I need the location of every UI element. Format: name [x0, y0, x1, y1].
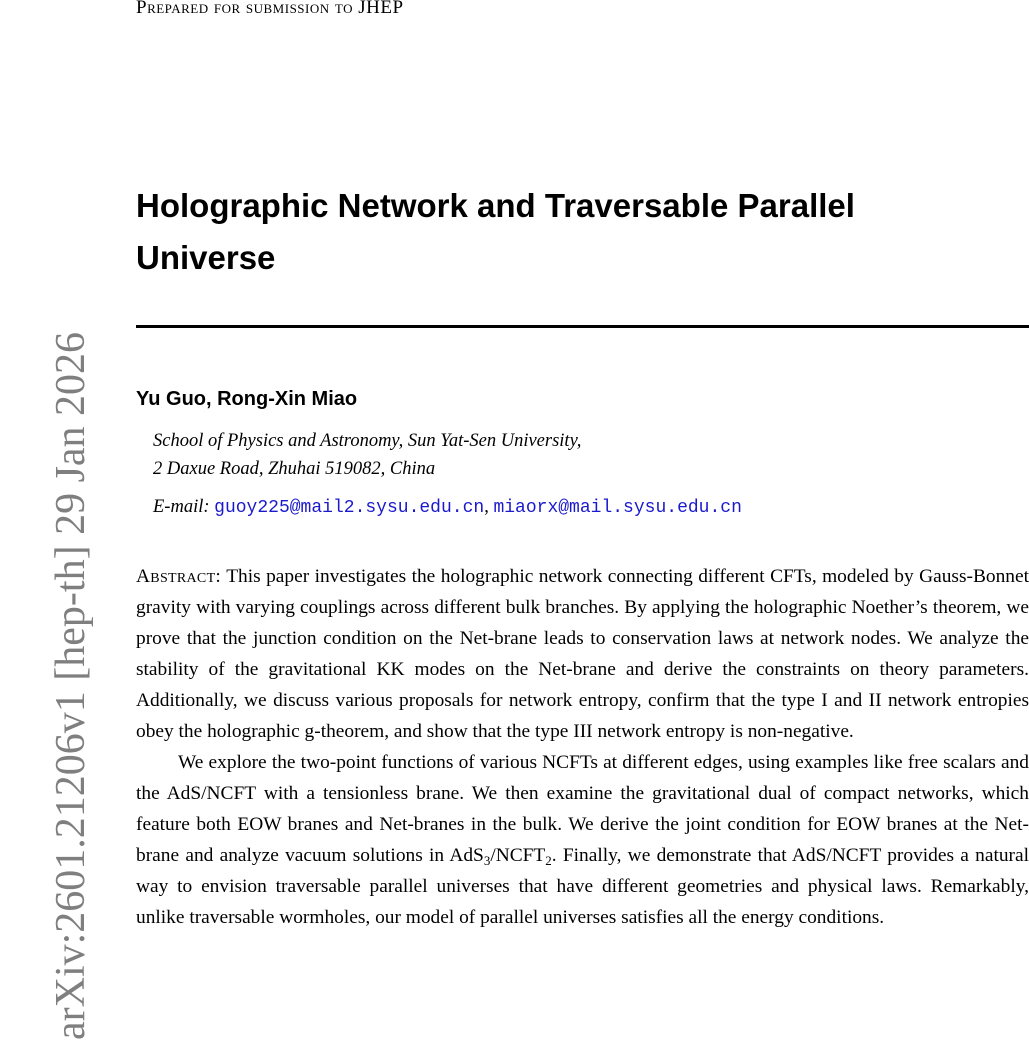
affiliation [153, 427, 581, 483]
email-label: E-mail: [153, 497, 210, 517]
abstract-text-2b: . Finally, we demonstrate that AdS/NCFT provides a natural way to envision traversable parallel universes that have different geometries and physical laws. Remarkably, unlike traversable wormholes, our model of parallel universes satisfies all the energy conditions. [136, 845, 1029, 928]
paper-title: Holographic Network and Traversable Parallel Universe [136, 187, 855, 276]
title-divider [136, 325, 1029, 328]
journal-note: Prepared for submission to JHEP [136, 0, 404, 18]
email-link-guo[interactable]: guoy225@mail2.sysu.edu.cn [214, 498, 485, 518]
affiliation-line-1: School of Physics and Astronomy, Sun Yat-Sen University, [153, 431, 582, 451]
abstract-paragraph-2 [136, 747, 1029, 933]
ads-dimension-subscript: 3 [483, 853, 491, 868]
email-separator: , [484, 497, 489, 517]
affiliation-line-2: 2 Daxue Road, Zhuhai 519082, China [153, 459, 436, 479]
abstract-label: Abstract: [136, 566, 222, 587]
email-block [153, 497, 742, 518]
email-link-miao[interactable]: miaorx@mail.sysu.edu.cn [493, 498, 742, 518]
abstract-text-1: This paper investigates the holographic network connecting different CFTs, modeled by Gauss-Bonnet gravity with varying couplings across different bulk branches. By applying the holographic Noether’s theorem, we prove that the junction condition on the Net-brane leads to conservation laws at network nodes. We analyze the stability of the gravitational KK modes on the Net-brane and derive the constraints on theory parameters. Additionally, we discuss various proposals for network entropy, confirm that the type I and II network entropies obey the holographic g-theorem, and show that the type III network entropy is non-negative. [136, 566, 1029, 742]
abstract-paragraph-1 [136, 561, 1029, 747]
abstract-text-2a: We explore the two-point functions of various NCFTs at different edges, using examples like free scalars and the AdS/NCFT with a tensionless brane. We then examine the gravitational dual of compact networks, which feature both EOW branes and Net-branes in the bulk. We derive the joint condition for EOW branes at the Net-brane and analyze vacuum solutions in AdS [136, 752, 1029, 866]
abstract [136, 561, 1029, 933]
author-list: Yu Guo, Rong-Xin Miao [136, 388, 358, 410]
abstract-text-2-ncft: /NCFT [490, 845, 546, 866]
arxiv-identifier-stamp[interactable]: arXiv:2601.21206v1 [hep-th] 29 Jan 2026 [48, 331, 94, 1040]
ncft-dimension-subscript: 2 [545, 853, 552, 868]
